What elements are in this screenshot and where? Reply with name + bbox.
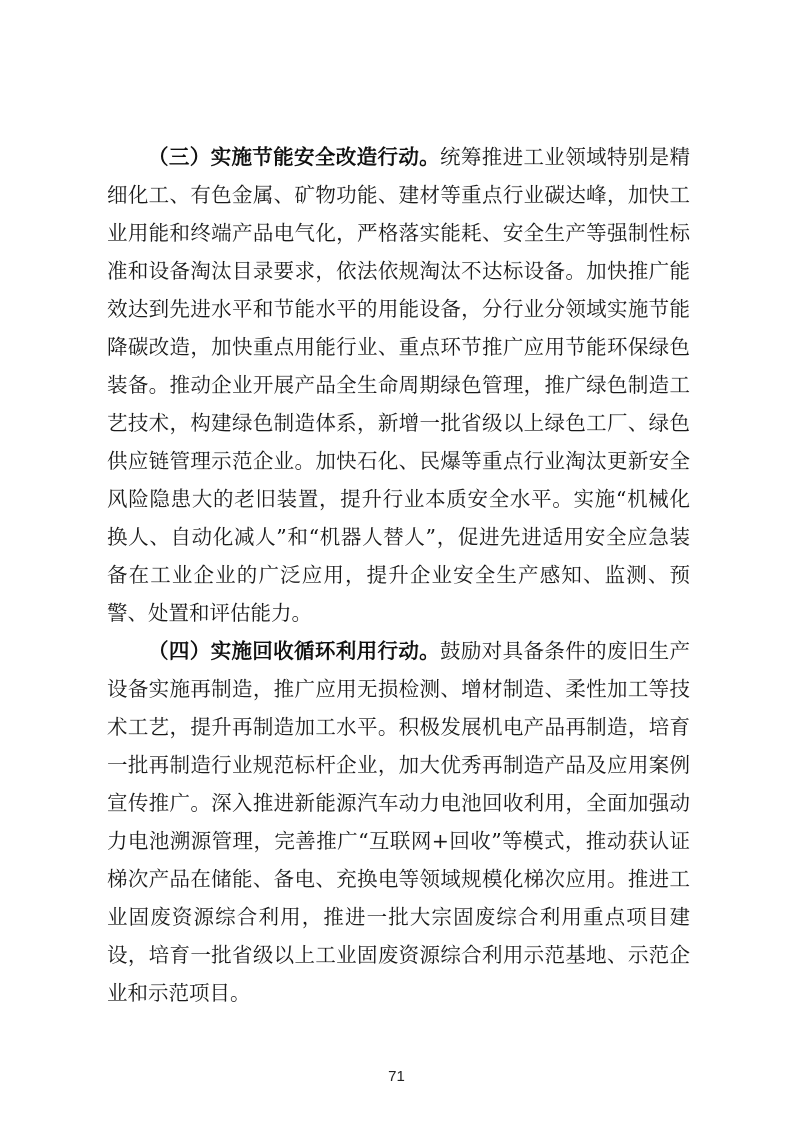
page-number: 71 [388, 1068, 405, 1085]
paragraph-energy-saving-safety [107, 138, 690, 632]
paragraph-text: 统筹推进工业领域特别是精细化工、有色金属、矿物功能、建材等重点行业碳达峰，加快工业用能和终端产品电气化，严格落实能耗、安全生产等强制性标准和设备淘汰目录要求，依法依规淘汰不达标设备。加快推广能效达到先进水平和节能水平的用能设备，分行业分领域实施节能降碳改造，加快重点用能行业、重点环节推广应用节能环保绿色装备。推动企业开展产品全生命周期绿色管理，推广绿色制造工艺技术，构建绿色制造体系，新增一批省级以上绿色工厂、绿色供应链管理示范企业。加快石化、民爆等重点行业淘汰更新安全风险隐患大的老旧装置，提升行业本质安全水平。实施“机械化换人、自动化减人”和“机器人替人”，促进先进适用安全应急装备在工业企业的广泛应用，提升企业安全生产感知、监测、预警、处置和评估能力。 [107, 145, 691, 625]
paragraph-recycling [107, 632, 690, 1012]
document-body [107, 138, 690, 1012]
paragraph-heading: （四）实施回收循环利用行动。 [148, 639, 441, 663]
paragraph-text: 鼓励对具备条件的废旧生产设备实施再制造，推广应用无损检测、增材制造、柔性加工等技术工艺，提升再制造加工水平。积极发展机电产品再制造，培育一批再制造行业规范标杆企业，加大优秀再制造产品及应用案例宣传推广。深入推进新能源汽车动力电池回收利用，全面加强动力电池溯源管理，完善推广“互联网+回收”等模式，推动获认证梯次产品在储能、备电、充换电等领域规模化梯次应用。推进工业固废资源综合利用，推进一批大宗固废综合利用重点项目建设，培育一批省级以上工业固废资源综合利用示范基地、示范企业和示范项目。 [107, 639, 691, 1005]
paragraph-heading: （三）实施节能安全改造行动。 [148, 145, 441, 169]
